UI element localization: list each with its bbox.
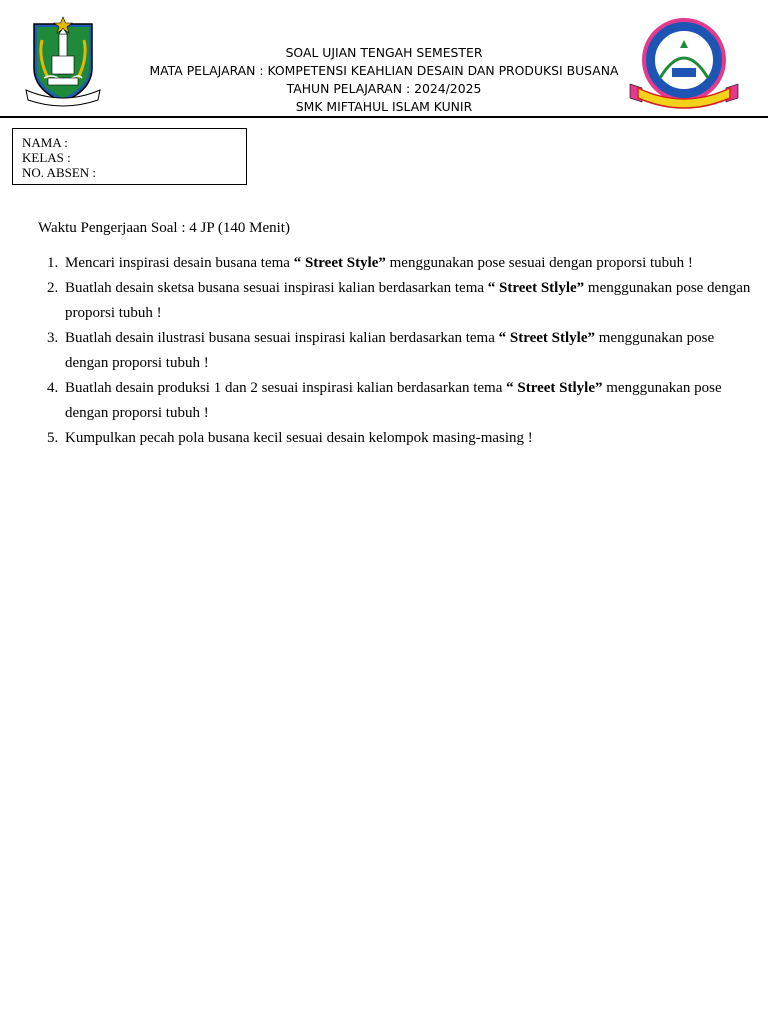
name-field-label: NAMA : [22,135,68,150]
question-number: 4. [47,380,59,396]
question-number: 5. [47,430,59,446]
academic-year: TAHUN PELAJARAN : 2024/2025 [286,81,482,96]
question-text-end: menggunakan pose dengan proporsi tubuh ! [65,380,722,421]
attendance-number-label: NO. ABSEN : [22,165,97,180]
east-java-province-emblem-icon [24,16,102,108]
question-text: Buatlah desain produksi 1 dan 2 sesuai inspirasi kalian berdasarkan tema [65,380,507,396]
question-text: Kumpulkan pecah pola busana kecil sesuai desain kelompok masing-masing ! [65,430,533,446]
question-text-end: menggunakan pose sesuai dengan proporsi tubuh ! [385,255,693,271]
school-emblem [628,18,740,112]
subject-line: MATA PELAJARAN : KOMPETENSI KEAHLIAN DESAIN DAN PRODUKSI BUSANA [149,63,619,78]
school-name: SMK MIFTAHUL ISLAM KUNIR [295,99,473,114]
question-item [38,326,756,376]
question-item [38,276,756,326]
question-number: 2. [47,280,59,296]
question-text: Mencari inspirasi desain busana tema [65,255,294,271]
theme-text: “ Street Style” [293,255,386,271]
student-identity-box [12,128,247,185]
question-text: Buatlah desain ilustrasi busana sesuai inspirasi kalian berdasarkan tema [65,330,499,346]
theme-text: “ Street Stlyle” [498,330,595,346]
question-text-end: menggunakan pose dengan proporsi tubuh ! [65,330,715,371]
theme-text: “ Street Stlyle” [506,380,603,396]
question-text-end: menggunakan pose dengan proporsi tubuh ! [65,280,751,321]
exam-duration: Waktu Pengerjaan Soal : 4 JP (140 Menit) [38,220,290,236]
question-number: 3. [47,330,59,346]
question-item [38,251,756,276]
theme-text: “ Street Stlyle” [487,280,585,296]
east-java-emblem [24,16,102,108]
question-item [38,426,756,451]
exam-title: SOAL UJIAN TENGAH SEMESTER [285,45,483,60]
question-item [38,376,756,426]
question-number: 1. [47,255,59,271]
exam-header [130,44,638,116]
question-text: Buatlah desain sketsa busana sesuai inspirasi kalian berdasarkan tema [65,280,488,296]
question-list [38,251,756,451]
header-divider [0,116,768,118]
smk-miftahul-islam-emblem-icon [628,18,740,112]
class-field-label: KELAS : [22,150,71,165]
